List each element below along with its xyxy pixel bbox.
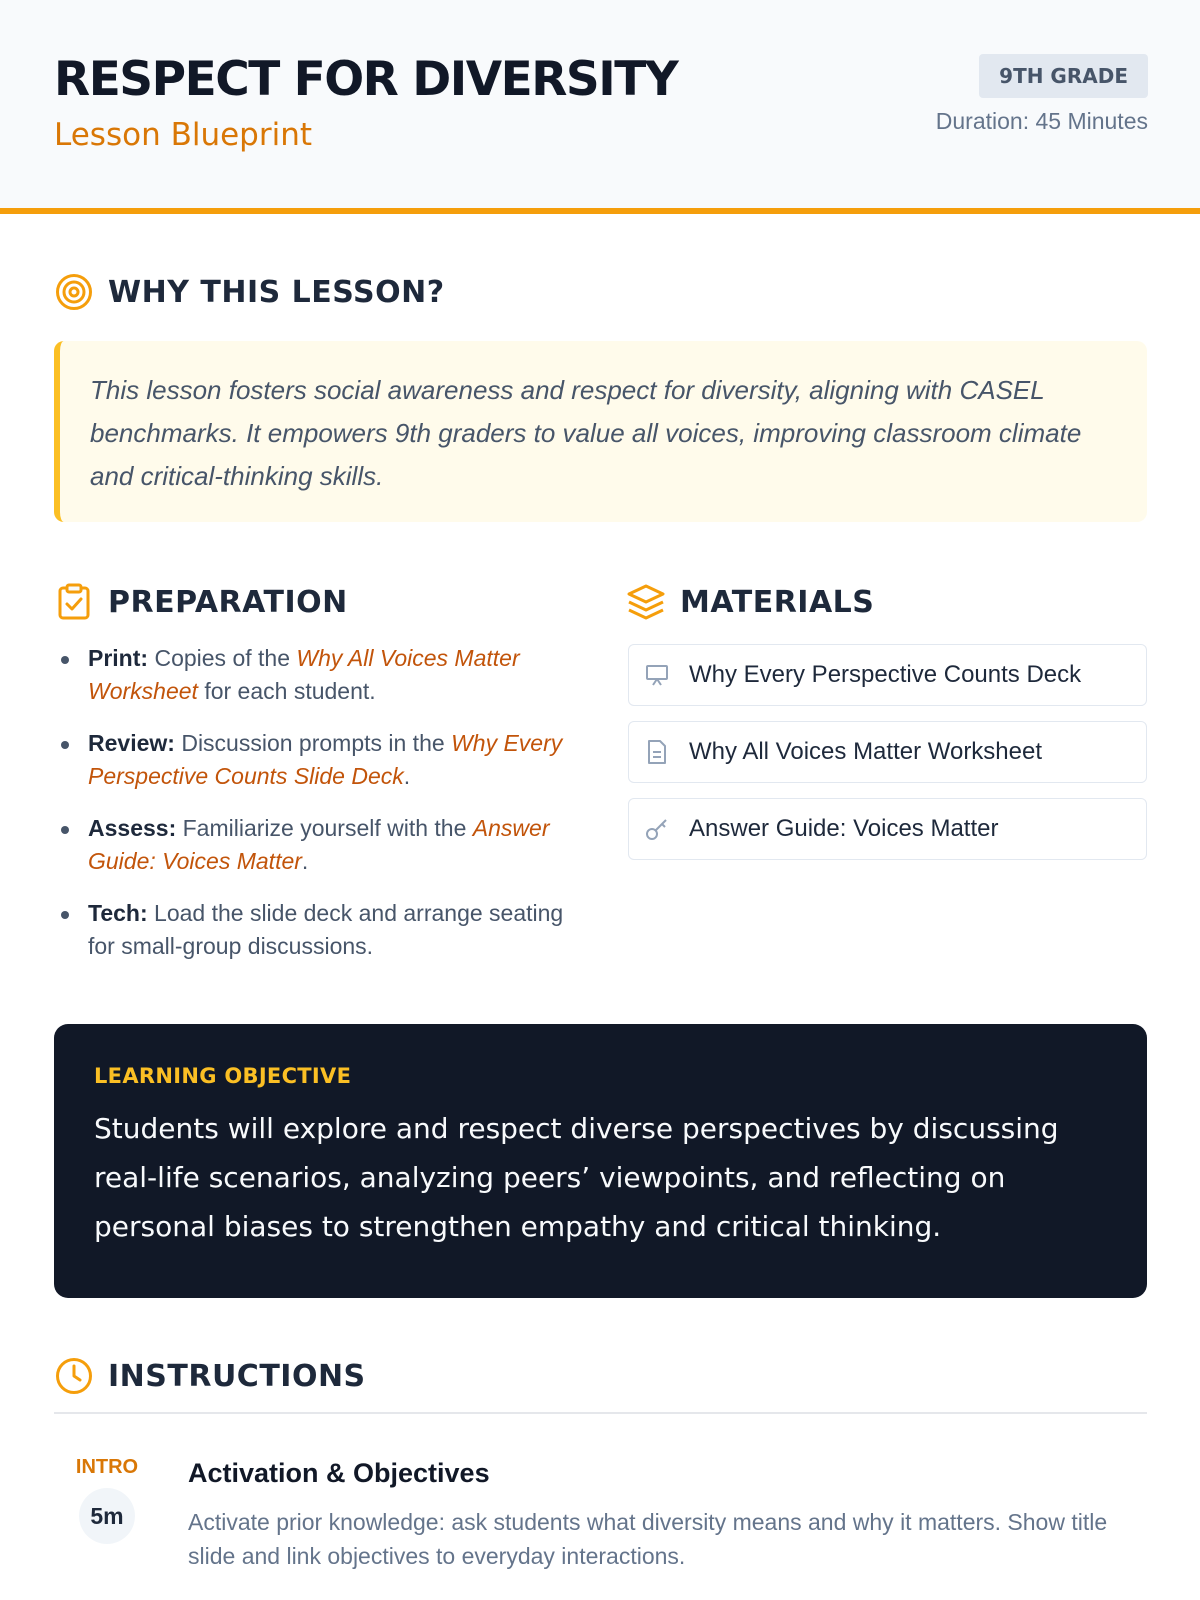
layers-icon: [626, 582, 666, 622]
grade-badge: 9TH GRADE: [979, 54, 1148, 98]
section-divider: [54, 1412, 1147, 1414]
list-item: Review: Discussion prompts in the Why Every Perspective Counts Slide Deck.: [58, 727, 578, 793]
instructions-section-heading: [54, 1356, 366, 1396]
material-answer-guide[interactable]: [628, 798, 1147, 860]
material-worksheet[interactable]: [628, 721, 1147, 783]
preparation-heading: PREPARATION: [108, 584, 348, 620]
key-icon: [643, 815, 671, 843]
list-item: Assess: Familiarize yourself with the Answer Guide: Voices Matter.: [58, 812, 578, 878]
materials-section-heading: [626, 582, 874, 622]
why-section-heading: [54, 272, 445, 312]
objective-text: Students will explore and respect diverse perspectives by discussing real-life scenarios, analyzing peers’ viewpoints, and reflecting on personal biases to strengthen empathy and critical thinking.: [94, 1112, 1059, 1243]
preparation-list: [58, 642, 578, 982]
lesson-title: RESPECT FOR DIVERSITY: [54, 52, 678, 107]
preparation-section-heading: [54, 582, 348, 622]
material-label: Answer Guide: Voices Matter: [689, 815, 999, 842]
slide-deck-reference: Why Every Perspective Counts Slide Deck: [88, 730, 563, 789]
material-slide-deck[interactable]: [628, 644, 1147, 706]
why-callout: [54, 341, 1147, 522]
step-phase-tag: INTRO: [75, 1456, 139, 1478]
material-label: Why Every Perspective Counts Deck: [689, 661, 1082, 688]
duration-label: Duration: 45 Minutes: [935, 108, 1148, 134]
worksheet-reference: Why All Voices Matter Worksheet: [88, 645, 520, 704]
answer-guide-reference: Answer Guide: Voices Matter: [88, 815, 550, 874]
target-icon: [54, 272, 94, 312]
document-icon: [643, 738, 671, 766]
list-item: Tech: Load the slide deck and arrange seating for small-group discussions.: [58, 897, 578, 963]
step-duration-badge: 5m: [79, 1488, 135, 1544]
material-label: Why All Voices Matter Worksheet: [689, 738, 1043, 765]
step-description: Activate prior knowledge: ask students what diversity means and why it matters. Show title slide and link objectives to everyday interactions.: [188, 1509, 1108, 1569]
instructions-heading: INSTRUCTIONS: [108, 1358, 366, 1394]
list-item: Print: Copies of the Why All Voices Matter Worksheet for each student.: [58, 642, 578, 708]
clipboard-check-icon: [54, 582, 94, 622]
materials-heading: MATERIALS: [680, 584, 875, 620]
lesson-header: [0, 0, 1200, 214]
lesson-subtitle: Lesson Blueprint: [54, 117, 313, 153]
clock-icon: [54, 1356, 94, 1396]
objective-label: LEARNING OBJECTIVE: [94, 1064, 352, 1088]
step-title: Activation & Objectives: [188, 1458, 490, 1488]
why-text: This lesson fosters social awareness and respect for diversity, aligning with CASEL benchmarks. It empowers 9th graders to value all voices, improving classroom climate and critical-thinking skills.: [90, 375, 1082, 491]
why-heading: WHY THIS LESSON?: [108, 274, 445, 310]
presentation-icon: [643, 661, 671, 689]
learning-objective-panel: [54, 1024, 1147, 1298]
